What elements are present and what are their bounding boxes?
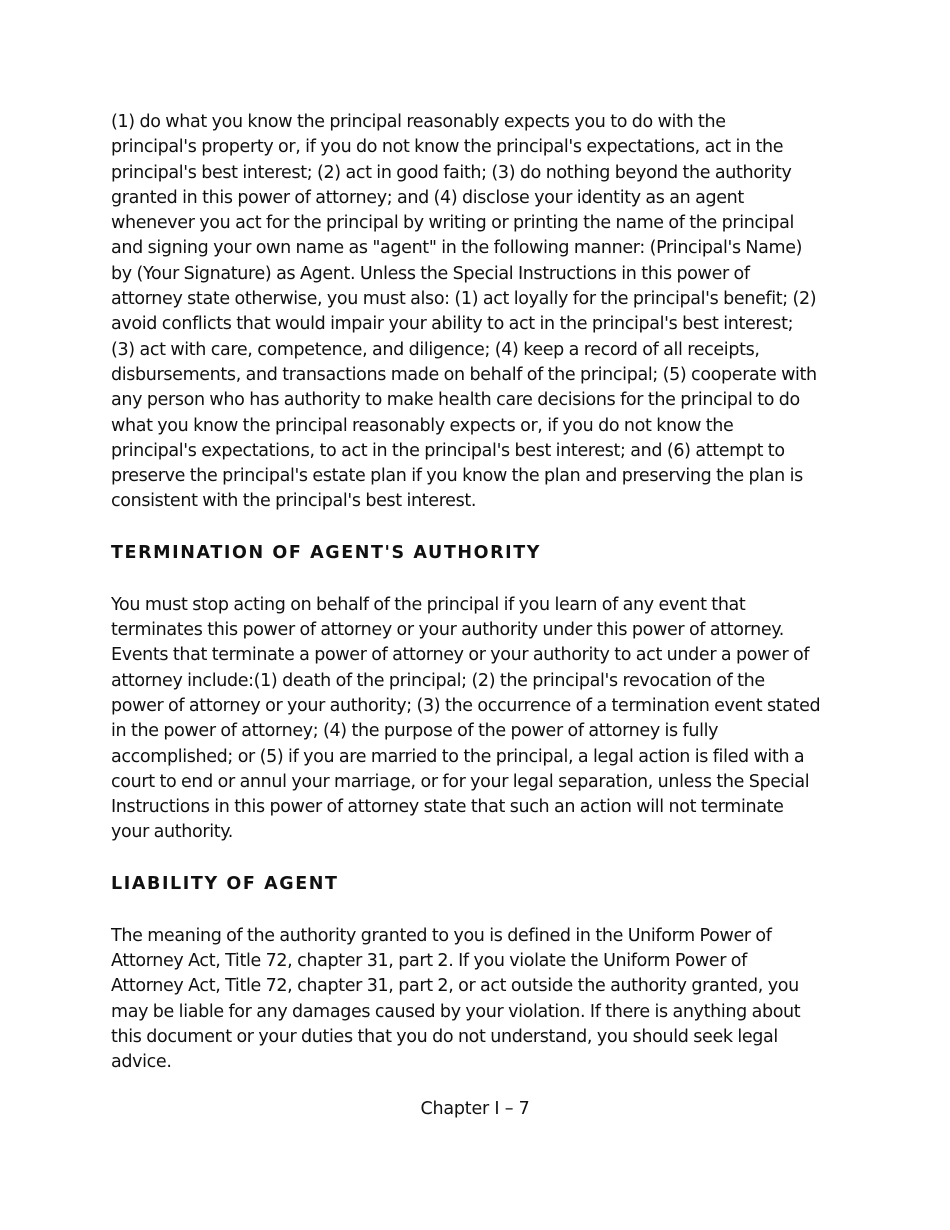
text-line: You must stop acting on behalf of the principal if you learn of any event that [111, 594, 746, 615]
text-line: advice. [111, 1052, 172, 1073]
termination-paragraph [111, 593, 846, 846]
text-line: what you know the principal reasonably expects or, if you do not know the [111, 415, 734, 436]
text-line: The meaning of the authority granted to you is defined in the Uniform Power of [111, 925, 772, 946]
liability-heading: LIABILITY OF AGENT [111, 873, 339, 894]
text-line: avoid conflicts that would impair your ability to act in the principal's best interest; [111, 314, 794, 335]
text-line: attorney state otherwise, you must also: (1) act loyally for the principal's benefit; (2) [111, 289, 817, 310]
text-line: and signing your own name as "agent" in the following manner: (Principal's Name) [111, 238, 803, 259]
text-line: Attorney Act, Title 72, chapter 31, part 2. If you violate the Uniform Power of [111, 951, 747, 972]
text-line: may be liable for any damages caused by your violation. If there is anything about [111, 1001, 801, 1022]
text-line: (1) do what you know the principal reasonably expects you to do with the [111, 112, 726, 132]
text-line: terminates this power of attorney or your authority under this power of attorney. [111, 620, 784, 641]
document-body [111, 110, 846, 1076]
text-line: Instructions in this power of attorney state that such an action will not terminate [111, 797, 784, 818]
text-line: disbursements, and transactions made on behalf of the principal; (5) cooperate with [111, 364, 817, 385]
text-line: any person who has authority to make health care decisions for the principal to do [111, 390, 800, 411]
text-line: your authority. [111, 822, 233, 843]
duties-paragraph [111, 110, 846, 515]
text-line: in the power of attorney; (4) the purpose of the power of attorney is fully [111, 721, 719, 742]
text-line: principal's best interest; (2) act in good faith; (3) do nothing beyond the authority [111, 162, 792, 183]
page-footer: Chapter I – 7 [420, 1099, 530, 1119]
liability-paragraph [111, 924, 846, 1076]
text-line: principal's expectations, to act in the principal's best interest; and (6) attempt to [111, 440, 785, 461]
text-line: power of attorney or your authority; (3) the occurrence of a termination event stated [111, 695, 821, 716]
text-line: attorney include:(1) death of the principal; (2) the principal's revocation of the [111, 670, 765, 691]
text-line: preserve the principal's estate plan if you know the plan and preserving the plan is [111, 466, 803, 487]
text-line: by (Your Signature) as Agent. Unless the Special Instructions in this power of [111, 263, 750, 284]
text-line: (3) act with care, competence, and diligence; (4) keep a record of all receipts, [111, 339, 760, 360]
text-line: Attorney Act, Title 72, chapter 31, part 2, or act outside the authority granted, you [111, 976, 799, 997]
text-line: consistent with the principal's best interest. [111, 491, 477, 512]
text-line: principal's property or, if you do not know the principal's expectations, act in the [111, 137, 784, 158]
text-line: this document or your duties that you do not understand, you should seek legal [111, 1026, 778, 1047]
text-line: court to end or annul your marriage, or for your legal separation, unless the Special [111, 771, 810, 792]
text-line: granted in this power of attorney; and (4) disclose your identity as an agent [111, 187, 744, 208]
termination-heading: TERMINATION OF AGENT'S AUTHORITY [111, 542, 542, 563]
text-line: whenever you act for the principal by writing or printing the name of the principal [111, 213, 794, 234]
text-line: accomplished; or (5) if you are married to the principal, a legal action is filed with a [111, 746, 805, 767]
text-line: Events that terminate a power of attorney or your authority to act under a power of [111, 645, 810, 666]
